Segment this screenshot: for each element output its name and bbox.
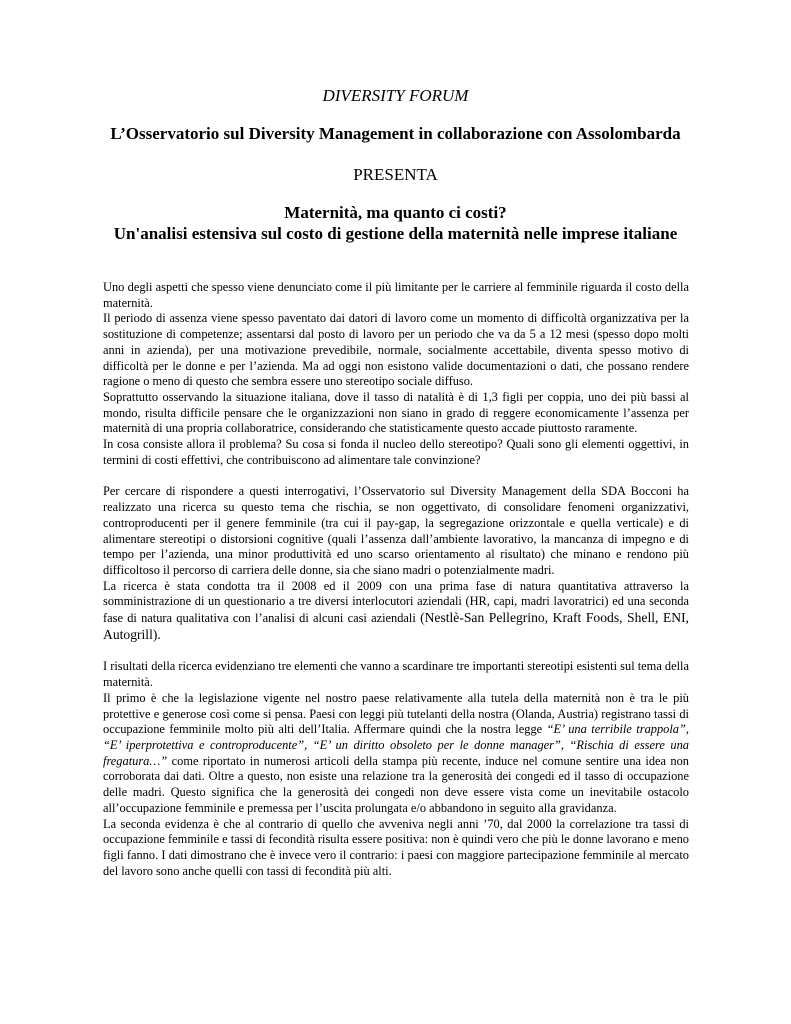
paragraph-research-goal: Per cercare di rispondere a questi interrogativi, l’Osservatorio sul Diversity Management della SDA Bocconi ha realizzato una ricerca su questo tema che rischia, se non oggettivato, di consolidare fenomeni organizzativi, controproducenti per il genere femminile (tra cui il pay-gap, la segregazione orizzontale e quella verticale) e di alimentare stereotipi o distorsioni cognitive (quali l’assenza dall’ambiente lavorativo, la mancanza di impegno e di tempo per l’azienda, una minor produttività ed uno scarso orientamento al risultato) che minano e rendono più difficoltoso il percorso di carriera delle donne, sia che siano madri o potenzialmente madri. <box>103 484 689 577</box>
press-quotes: “E’ una terribile trappola”, “E’ iperprotettiva e controproducente”, “E’ un diritto obsoleto per le donne manager”, “Rischia di essere una fregatura…” <box>103 722 689 768</box>
paragraph-spacer <box>103 468 689 484</box>
paragraph-spacer <box>103 643 689 659</box>
paragraph-methodology <box>103 579 689 644</box>
company-list: (Nestlè-San Pellegrino, Kraft Foods, Shell, ENI, Autogrill). <box>103 610 690 642</box>
first-evidence-text-b: come riportato in numerosi articoli della stampa più recente, induce nel comune sentire una idea non corroborata dai dati. Oltre a questo, non esiste una relazione tra la generosità dei congedi ed il tasso di occupazione delle madri. Questo significa che la generosità dei congedi non deve essere vista come un inevitabile ostacolo all’occupazione femminile e premessa per l’uscita prolungata e/o abbandono in seguito alla gravidanza. <box>103 753 689 815</box>
organizer-heading: L’Osservatorio sul Diversity Management in collaborazione con Assolombarda <box>110 124 681 143</box>
body-text <box>103 280 689 879</box>
presenta-heading: PRESENTA <box>353 165 438 184</box>
forum-title: DIVERSITY FORUM <box>322 86 469 105</box>
paragraph-questions: In cosa consiste allora il problema? Su cosa si fonda il nucleo dello stereotipo? Quali sono gli elementi oggettivi, in termini di costi effettivi, che contribuiscono ad alimentare tale convinzione? <box>103 437 689 467</box>
event-title-line2: Un'analisi estensiva sul costo di gestione della maternità nelle imprese italiane <box>113 224 678 243</box>
paragraph-absence: Il periodo di assenza viene spesso paventato dai datori di lavoro come un momento di difficoltà organizzativa per la sostituzione di competenze; assentarsi dal posto di lavoro per un periodo che va da 5 a 12 mesi (spesso dopo molti anni in azienda), per una motivazione prevedibile, normale, socialmente accettabile, diventa spesso motivo di difficoltà per le donne e per l’azienda. Ma ad oggi non esistono valide documentazioni o dati, che possano rendere ragione o meno di questo che sembra essere uno stereotipo sociale diffuso. <box>103 311 689 389</box>
first-evidence-text-a: Il primo è che la legislazione vigente nel nostro paese relativamente alla tutela della maternità non è tra le più protettive e generose così come si pensa. Paesi con leggi più tutelanti della nostra (Olanda, Austria) registrano tassi di occupazione femminile molto più alti dell’Italia. Affermare quindi che la nostra legge <box>103 690 689 737</box>
paragraph-first-evidence <box>103 691 689 817</box>
paragraph-intro: Uno degli aspetti che spesso viene denunciato come il più limitante per le carriere al femminile riguarda il costo della maternità. <box>103 280 689 310</box>
paragraph-second-evidence: La seconda evidenza è che al contrario di quello che avveniva negli anni ’70, dal 2000 la correlazione tra tassi di occupazione femminile e tassi di fecondità risulta essere positiva: non è quindi vero che più le donne lavorano e meno figli fanno. I dati dimostrano che è invece vero il contrario: i paesi con maggiore partecipazione femminile al mercato del lavoro sono anche quelli con tassi di fecondità più alti. <box>103 816 689 878</box>
paragraph-italy: Soprattutto osservando la situazione italiana, dove il tasso di natalità è di 1,3 figli per coppia, uno dei più bassi al mondo, risulta difficile pensare che le organizzazioni non siano in grado di reggere economicamente l’assenza per maternità di una propria collaboratrice, considerando che statisticamente questo accade piuttosto raramente. <box>103 389 689 436</box>
methodology-text: La ricerca è stata condotta tra il 2008 ed il 2009 con una prima fase di natura quantitativa attraverso la somministrazione di un questionario a tre diversi interlocutori aziendali (HR, capi, madri lavoratrici) ed una seconda fase di natura qualitativa con l’analisi di alcuni casi aziendali <box>103 578 689 626</box>
event-title-line1: Maternità, ma quanto ci costi? <box>284 203 507 222</box>
paragraph-results: I risultati della ricerca evidenziano tre elementi che vanno a scardinare tre importanti stereotipi esistenti sul tema della maternità. <box>103 659 689 690</box>
